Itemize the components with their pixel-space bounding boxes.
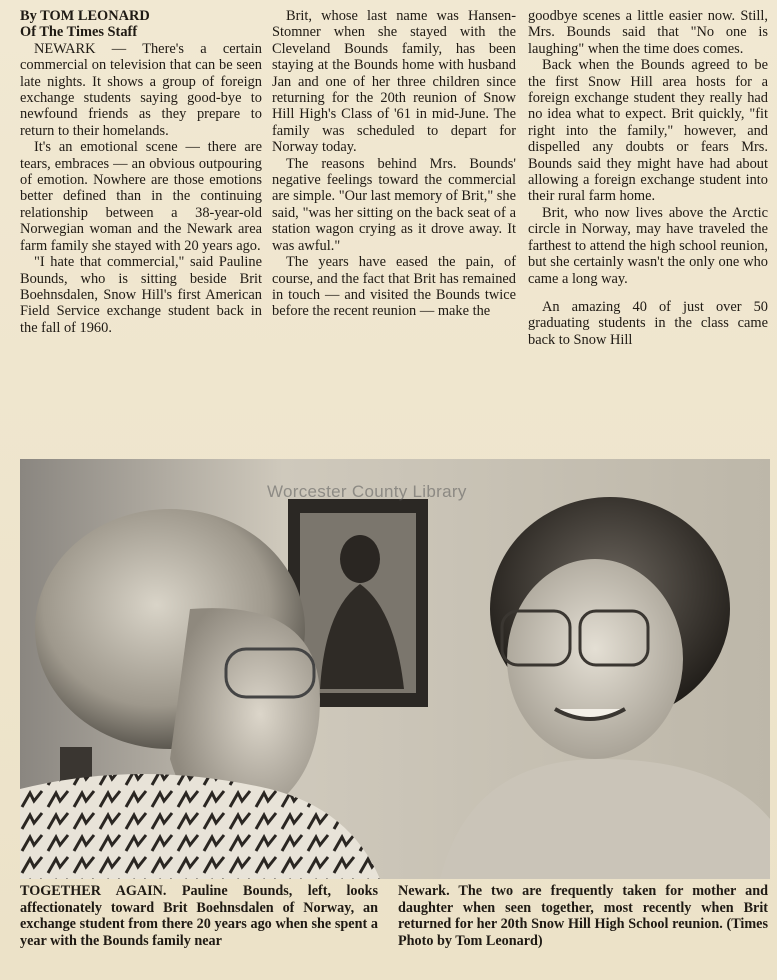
library-watermark: Worcester County Library [267, 482, 467, 501]
article-paragraph: Brit, whose last name was Hansen-Stomner when she stayed with the Cleveland Bounds family, has been staying at the Bounds home with husband Jan and one of her three children since returning for the 20th reunion of Snow Hill High's Class of '61 in mid-June. The family was scheduled to depart for Norway today. [272, 8, 516, 156]
photo-caption-right: Newark. The two are frequently taken for mother and daughter when seen together, most recently when Brit returned for her 20th Snow Hill High School reunion. (Times Photo by Tom Leonard) [398, 883, 768, 949]
news-photo [20, 459, 770, 879]
photo-illustration [20, 459, 770, 879]
article-paragraph: "I hate that commercial," said Pauline Bounds, who is sitting beside Brit Boehnsdalen, Snow Hill's first American Field Service exchange student back in the fall of 1960. [20, 254, 262, 336]
byline-staff: Of The Times Staff [20, 24, 138, 41]
article-column-3 [528, 8, 768, 348]
article-column-2 [272, 8, 516, 320]
article-paragraph: Brit, who now lives above the Arctic circle in Norway, may have traveled the farthest to attend the high school reunion, but she certainly wasn't the only one who came a long way. [528, 204, 768, 287]
caption-lead: TOGETHER AGAIN. [20, 883, 167, 899]
photo-caption-left [20, 883, 378, 949]
article-paragraph: goodbye scenes a little easier now. Still, Mrs. Bounds said that "No one is laughing" when the time does comes. [528, 8, 768, 57]
article-paragraph: The reasons behind Mrs. Bounds' negative feelings toward the commercial are simple. "Our last memory of Brit," she said, "was her sitting on the back seat of a station wagon crying as it drove away. It was awful." [272, 155, 516, 254]
article-column-1 [20, 8, 262, 336]
article-paragraph: An amazing 40 of just over 50 graduating students in the class came back to Snow Hill [528, 298, 768, 348]
byline-name: By TOM LEONARD [20, 8, 150, 24]
article-paragraph: NEWARK — There's a certain commercial on television that can be seen late nights. It shows a group of foreign exchange students saying good-bye to newfound friends as they prepare to return to their homelands. [20, 40, 262, 139]
caption-text: Pauline Bounds, left, looks affectionately toward Brit Boehnsdalen of Norway, an exchange student from there 20 years ago when she spent a year with the Bounds family near [20, 883, 378, 949]
article-paragraph: Back when the Bounds agreed to be the first Snow Hill area hosts for a foreign exchange student they really had no idea what to expect. Brit quickly, "fit right into the family," however, and dispelled any doubts or fears Mrs. Bounds said they might have had about allowing a foreign exchange student into their rural farm home. [528, 57, 768, 205]
article-paragraph: It's an emotional scene — there are tears, embraces — an obvious outpouring of emotion. Nowhere are those emotions better defined than in the continuing relationship between a 38-year-old Norwegian woman and the Newark area farm family she stayed with 20 years ago. [20, 139, 262, 254]
article-paragraph: The years have eased the pain, of course, and the fact that Brit has remained in touch — and visited the Bounds twice before the recent reunion — make the [272, 254, 516, 320]
